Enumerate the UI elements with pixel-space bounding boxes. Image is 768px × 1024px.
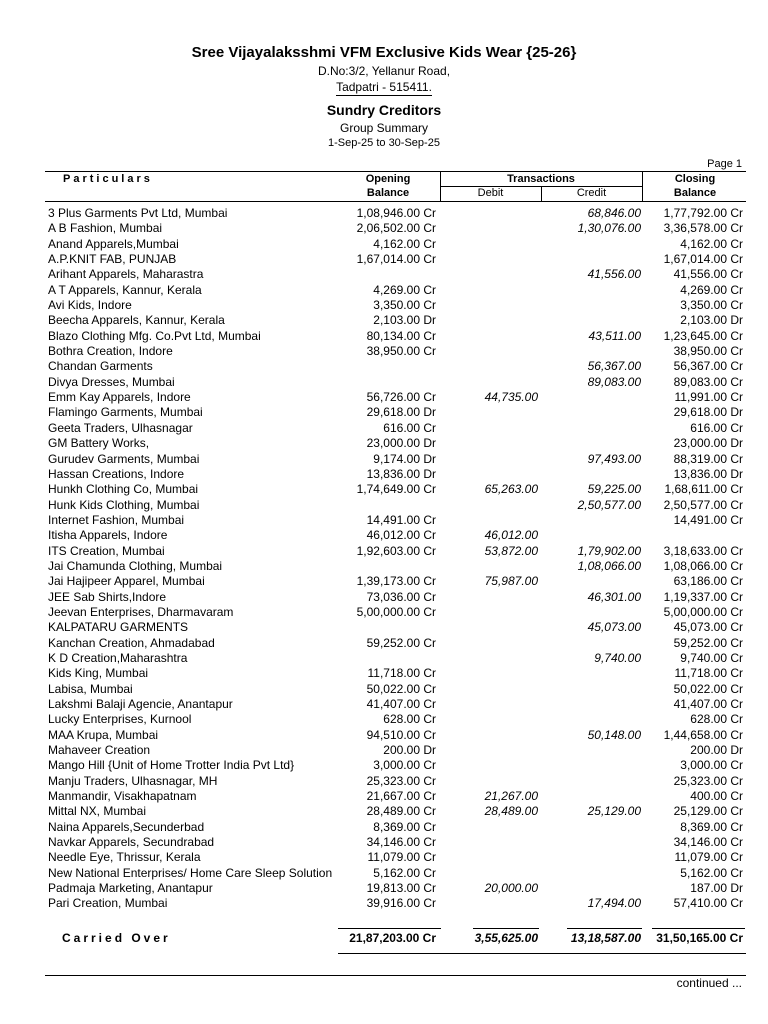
table-row	[0, 528, 768, 543]
opening-balance: 14,491.00 Cr	[366, 512, 436, 527]
closing-header-line1: Closing	[674, 173, 716, 185]
table-row	[0, 359, 768, 374]
credit-amount: 25,129.00	[587, 804, 641, 819]
table-row	[0, 559, 768, 574]
closing-balance: 59,252.00 Cr	[673, 635, 743, 650]
party-name: Navkar Apparels, Secundrabad	[48, 835, 215, 850]
opening-balance: 19,813.00 Cr	[366, 881, 436, 896]
opening-balance: 28,489.00 Cr	[366, 804, 436, 819]
closing-balance: 45,073.00 Cr	[673, 620, 743, 635]
debit-amount: 28,489.00	[484, 804, 538, 819]
closing-balance: 8,369.00 Cr	[680, 819, 743, 834]
party-name: Kids King, Mumbai	[48, 666, 149, 681]
closing-balance: 38,950.00 Cr	[673, 344, 743, 359]
total-credit: 13,18,587.00	[570, 931, 641, 945]
closing-balance: 25,129.00 Cr	[673, 804, 743, 819]
opening-balance: 38,950.00 Cr	[366, 344, 436, 359]
closing-balance: 14,491.00 Cr	[673, 512, 743, 527]
party-name: Internet Fashion, Mumbai	[48, 512, 185, 527]
party-name: GM Battery Works,	[48, 436, 150, 451]
opening-balance: 41,407.00 Cr	[366, 697, 436, 711]
closing-balance: 628.00 Cr	[690, 712, 743, 727]
table-row	[0, 574, 768, 589]
debit-header: Debit	[477, 187, 504, 199]
closing-balance: 41,407.00 Cr	[673, 697, 743, 711]
carried-over-label: Carried Over	[62, 931, 171, 945]
closing-balance: 5,162.00 Cr	[680, 865, 743, 880]
closing-balance: 29,618.00 Dr	[673, 405, 743, 420]
credit-amount: 41,556.00	[587, 267, 641, 282]
credit-amount: 1,79,902.00	[577, 543, 641, 558]
debit-amount: 53,872.00	[484, 543, 538, 558]
closing-balance: 11,079.00 Cr	[674, 850, 743, 865]
closing-balance: 5,00,000.00 Cr	[663, 604, 743, 619]
party-name: Kanchan Creation, Ahmadabad	[48, 635, 215, 650]
party-name: A.P.KNIT FAB, PUNJAB	[48, 252, 177, 267]
total-opening: 21,87,203.00 Cr	[349, 931, 436, 945]
credit-amount: 59,225.00	[587, 482, 641, 497]
opening-balance: 616.00 Cr	[383, 420, 436, 435]
party-name: JEE Sab Shirts,Indore	[48, 589, 167, 604]
table-row	[0, 436, 768, 451]
table-row	[0, 590, 768, 605]
opening-balance: 1,08,946.00 Cr	[356, 206, 436, 220]
table-row	[0, 467, 768, 482]
closing-balance: 1,19,337.00 Cr	[663, 589, 743, 604]
opening-balance: 80,134.00 Cr	[366, 328, 436, 343]
closing-balance: 25,323.00 Cr	[673, 773, 743, 788]
closing-balance: 4,162.00 Cr	[680, 236, 743, 251]
transactions-header: Transactions	[507, 173, 575, 185]
closing-balance: 50,022.00 Cr	[673, 681, 743, 696]
page-number: Page 1	[707, 158, 742, 170]
closing-balance: 616.00 Cr	[690, 420, 743, 435]
table-row	[0, 252, 768, 267]
table-row	[0, 758, 768, 773]
header-top-rule	[45, 171, 746, 172]
debit-amount: 65,263.00	[484, 482, 538, 497]
particulars-header: Particulars	[63, 173, 153, 185]
opening-balance: 1,39,173.00 Cr	[356, 574, 436, 589]
opening-balance: 628.00 Cr	[383, 712, 436, 727]
party-name: K D Creation,Maharashtra	[48, 650, 188, 665]
opening-balance: 29,618.00 Dr	[366, 405, 436, 420]
debit-amount: 21,267.00	[484, 789, 538, 804]
credit-total-top-rule	[567, 928, 642, 929]
closing-balance: 1,23,645.00 Cr	[663, 328, 743, 343]
opening-balance: 59,252.00 Cr	[366, 635, 436, 650]
party-name: Mittal NX, Mumbai	[48, 804, 147, 819]
opening-balance: 4,269.00 Cr	[373, 282, 436, 297]
opening-balance: 3,000.00 Cr	[373, 758, 436, 773]
closing-balance: 1,44,658.00 Cr	[663, 727, 743, 742]
credit-amount: 89,083.00	[587, 374, 641, 389]
table-row	[0, 390, 768, 405]
total-closing: 31,50,165.00 Cr	[656, 931, 743, 945]
opening-balance: 23,000.00 Dr	[366, 436, 436, 451]
table-row	[0, 789, 768, 804]
credit-amount: 68,846.00	[587, 206, 641, 220]
table-row	[0, 544, 768, 559]
report-period: 1-Sep-25 to 30-Sep-25	[328, 137, 440, 149]
closing-balance: 3,36,578.00 Cr	[663, 221, 743, 236]
table-row	[0, 283, 768, 298]
party-name: Padmaja Marketing, Anantapur	[48, 881, 213, 896]
opening-balance: 13,836.00 Dr	[366, 466, 436, 481]
closing-balance: 88,319.00 Cr	[673, 451, 743, 466]
party-name: Bothra Creation, Indore	[48, 344, 173, 359]
debit-amount: 46,012.00	[484, 528, 538, 543]
total-bottom-rule	[338, 953, 746, 954]
table-row	[0, 344, 768, 359]
closing-balance: 41,556.00 Cr	[673, 267, 743, 282]
opening-balance: 11,079.00 Cr	[367, 850, 436, 865]
credit-amount: 45,073.00	[587, 620, 641, 635]
party-name: Jai Hajipeer Apparel, Mumbai	[48, 574, 205, 589]
closing-balance: 1,67,014.00 Cr	[663, 252, 743, 267]
table-row	[0, 774, 768, 789]
closing-balance: 3,000.00 Cr	[680, 758, 743, 773]
table-row	[0, 728, 768, 743]
party-name: Blazo Clothing Mfg. Co.Pvt Ltd, Mumbai	[48, 328, 261, 343]
table-row	[0, 804, 768, 819]
closing-balance: 63,186.00 Cr	[673, 574, 743, 589]
opening-balance: 34,146.00 Cr	[366, 835, 436, 850]
credit-amount: 9,740.00	[594, 650, 641, 665]
table-row	[0, 513, 768, 528]
table-row	[0, 881, 768, 896]
table-row	[0, 835, 768, 850]
credit-amount: 50,148.00	[587, 727, 641, 742]
table-row	[0, 666, 768, 681]
table-row	[0, 329, 768, 344]
table-row	[0, 206, 768, 221]
table-row	[0, 375, 768, 390]
closing-balance: 3,18,633.00 Cr	[663, 543, 743, 558]
opening-balance: 8,369.00 Cr	[373, 819, 436, 834]
opening-balance: 73,036.00 Cr	[366, 589, 436, 604]
opening-balance: 94,510.00 Cr	[366, 727, 436, 742]
credit-amount: 1,08,066.00	[577, 558, 641, 573]
credit-amount: 2,50,577.00	[577, 497, 641, 512]
party-name: Mahaveer Creation	[48, 743, 151, 758]
party-name: ITS Creation, Mumbai	[48, 543, 165, 558]
party-name: Gurudev Garments, Mumbai	[48, 451, 200, 466]
table-row	[0, 682, 768, 697]
party-name: Manmandir, Visakhapatnam	[48, 789, 197, 804]
company-name: Sree Vijayalaksshmi VFM Exclusive Kids Wear {25-26}	[191, 44, 577, 61]
table-row	[0, 651, 768, 666]
opening-balance: 5,162.00 Cr	[373, 865, 436, 880]
opening-balance: 3,350.00 Cr	[373, 298, 436, 313]
table-row	[0, 896, 768, 911]
party-name: Avi Kids, Indore	[48, 298, 132, 313]
table-row	[0, 620, 768, 635]
party-name: Divya Dresses, Mumbai	[48, 374, 175, 389]
closing-header-line2: Balance	[673, 187, 717, 199]
table-row	[0, 820, 768, 835]
debit-total-top-rule	[473, 928, 539, 929]
party-name: Beecha Apparels, Kannur, Kerala	[48, 313, 225, 328]
credit-amount: 56,367.00	[587, 359, 641, 374]
address-line-2	[0, 80, 768, 94]
party-name: Chandan Garments	[48, 359, 153, 374]
closing-balance: 187.00 Dr	[690, 881, 743, 896]
credit-amount: 46,301.00	[587, 589, 641, 604]
opening-balance: 1,92,603.00 Cr	[356, 543, 436, 558]
opening-balance: 56,726.00 Cr	[366, 390, 436, 405]
party-name: Hunk Kids Clothing, Mumbai	[48, 497, 200, 512]
opening-balance: 5,00,000.00 Cr	[356, 604, 436, 619]
closing-balance: 3,350.00 Cr	[680, 298, 743, 313]
opening-balance: 200.00 Dr	[383, 743, 436, 758]
table-row	[0, 605, 768, 620]
table-row	[0, 298, 768, 313]
party-name: KALPATARU GARMENTS	[48, 620, 189, 635]
total-debit: 3,55,625.00	[474, 931, 538, 945]
creditors-table	[0, 206, 768, 912]
opening-balance: 21,667.00 Cr	[366, 789, 436, 804]
party-name: Arihant Apparels, Maharastra	[48, 267, 204, 282]
table-row	[0, 313, 768, 328]
credit-amount: 1,30,076.00	[577, 221, 641, 236]
credit-amount: 43,511.00	[588, 328, 641, 343]
closing-balance: 9,740.00 Cr	[680, 650, 743, 665]
party-name: Lucky Enterprises, Kurnool	[48, 712, 192, 727]
opening-balance: 1,74,649.00 Cr	[356, 482, 436, 497]
table-row	[0, 850, 768, 865]
party-name: MAA Krupa, Mumbai	[48, 727, 159, 742]
debit-amount: 44,735.00	[484, 390, 538, 405]
opening-balance: 4,162.00 Cr	[373, 236, 436, 251]
closing-balance: 200.00 Dr	[690, 743, 743, 758]
party-name: New National Enterprises/ Home Care Sleep Solution	[48, 865, 333, 880]
credit-header: Credit	[576, 187, 607, 199]
party-name: 3 Plus Garments Pvt Ltd, Mumbai	[48, 206, 228, 220]
table-row	[0, 866, 768, 881]
party-name: Jeevan Enterprises, Dharmavaram	[48, 604, 234, 619]
closing-balance: 13,836.00 Dr	[673, 466, 743, 481]
opening-balance: 25,323.00 Cr	[366, 773, 436, 788]
party-name: Needle Eye, Thrissur, Kerala	[48, 850, 201, 865]
closing-balance: 2,103.00 Dr	[680, 313, 743, 328]
opening-balance: 2,103.00 Dr	[373, 313, 436, 328]
party-name: A T Apparels, Kannur, Kerala	[48, 282, 202, 297]
table-row	[0, 221, 768, 236]
party-name: Geeta Traders, Ulhasnagar	[48, 420, 193, 435]
debit-amount: 20,000.00	[484, 881, 538, 896]
debit-amount: 75,987.00	[484, 574, 538, 589]
party-name: Naina Apparels,Secunderbad	[48, 819, 205, 834]
closing-balance: 11,991.00 Cr	[674, 390, 743, 405]
party-name: Itisha Apparels, Indore	[48, 528, 168, 543]
party-name: Hassan Creations, Indore	[48, 466, 185, 481]
closing-balance: 1,08,066.00 Cr	[663, 558, 743, 573]
table-row	[0, 498, 768, 513]
footer-rule	[45, 975, 746, 976]
closing-balance: 4,269.00 Cr	[680, 282, 743, 297]
table-row	[0, 743, 768, 758]
address-line-1: D.No:3/2, Yellanur Road,	[317, 64, 451, 78]
opening-balance: 1,67,014.00 Cr	[356, 252, 436, 267]
opening-balance: 39,916.00 Cr	[366, 896, 436, 911]
party-name: Anand Apparels,Mumbai	[48, 236, 179, 251]
opening-balance: 9,174.00 Dr	[373, 451, 436, 466]
party-name: Mango Hill {Unit of Home Trotter India Pvt Ltd}	[48, 758, 295, 773]
credit-amount: 17,494.00	[587, 896, 641, 911]
table-row	[0, 421, 768, 436]
table-row	[0, 636, 768, 651]
closing-balance: 2,50,577.00 Cr	[663, 497, 743, 512]
table-row	[0, 452, 768, 467]
party-name: Jai Chamunda Clothing, Mumbai	[48, 558, 223, 573]
closing-total-top-rule	[652, 928, 745, 929]
report-title: Sundry Creditors	[326, 102, 442, 118]
report-subtitle: Group Summary	[339, 121, 429, 135]
party-name: Lakshmi Balaji Agencie, Anantapur	[48, 697, 233, 711]
closing-balance: 1,68,611.00 Cr	[664, 482, 743, 497]
opening-balance: 50,022.00 Cr	[366, 681, 436, 696]
continued-note: continued ...	[676, 976, 742, 990]
closing-balance: 11,718.00 Cr	[674, 666, 743, 681]
table-row	[0, 712, 768, 727]
party-name: Manju Traders, Ulhasnagar, MH	[48, 773, 218, 788]
closing-balance: 34,146.00 Cr	[673, 835, 743, 850]
table-row	[0, 237, 768, 252]
closing-balance: 57,410.00 Cr	[673, 896, 743, 911]
opening-total-top-rule	[338, 928, 441, 929]
party-name: Hunkh Clothing Co, Mumbai	[48, 482, 199, 497]
opening-balance: 46,012.00 Cr	[366, 528, 436, 543]
closing-balance: 23,000.00 Dr	[673, 436, 743, 451]
opening-header-line1: Opening	[365, 173, 411, 185]
transactions-right-rule	[642, 171, 643, 201]
table-row	[0, 482, 768, 497]
closing-balance: 1,77,792.00 Cr	[663, 206, 743, 220]
credit-amount: 97,493.00	[587, 451, 641, 466]
address-line-2-text: Tadpatri - 515411.	[336, 80, 432, 94]
opening-balance: 11,718.00 Cr	[367, 666, 436, 681]
table-row	[0, 405, 768, 420]
carried-over-row	[0, 930, 768, 946]
party-name: A B Fashion, Mumbai	[48, 221, 163, 236]
party-name: Pari Creation, Mumbai	[48, 896, 168, 911]
party-name: Labisa, Mumbai	[48, 681, 133, 696]
table-row	[0, 697, 768, 712]
opening-balance: 2,06,502.00 Cr	[356, 221, 436, 236]
party-name: Flamingo Garments, Mumbai	[48, 405, 203, 420]
header-bottom-rule	[45, 201, 746, 202]
opening-header-line2: Balance	[366, 187, 410, 199]
closing-balance: 89,083.00 Cr	[673, 374, 743, 389]
closing-balance: 400.00 Cr	[690, 789, 743, 804]
table-row	[0, 267, 768, 282]
closing-balance: 56,367.00 Cr	[673, 359, 743, 374]
party-name: Emm Kay Apparels, Indore	[48, 390, 191, 405]
